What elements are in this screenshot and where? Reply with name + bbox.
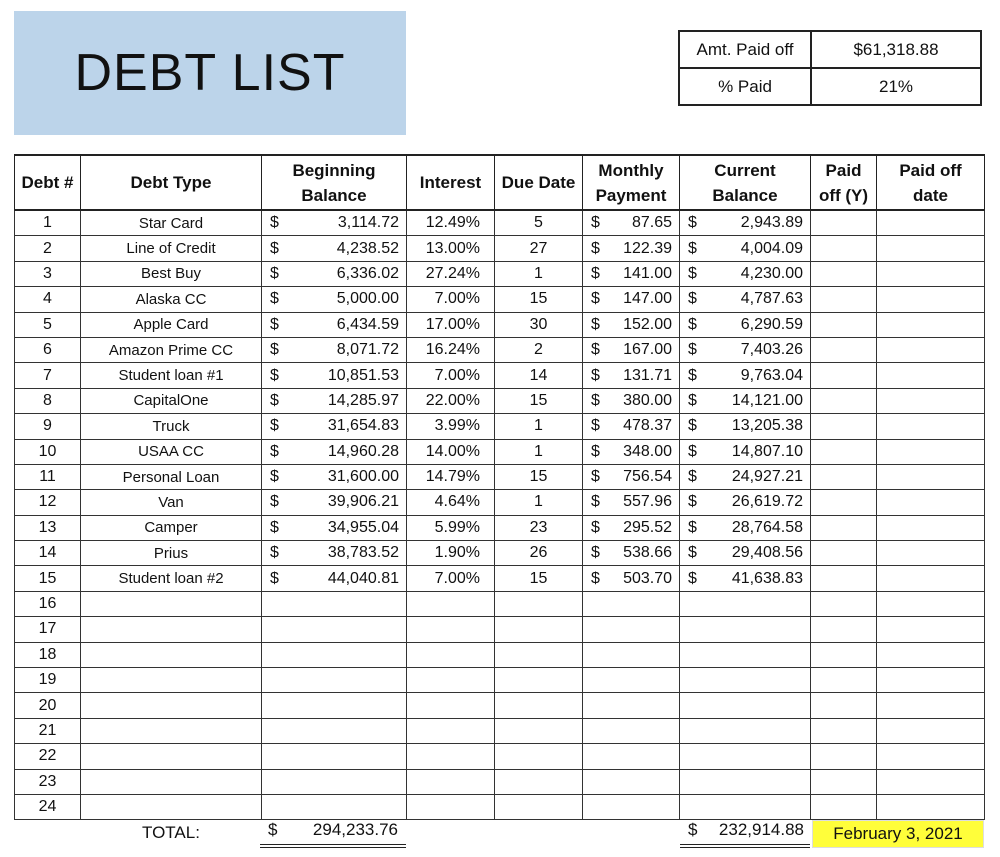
table-row — [15, 642, 985, 667]
interest-cell[interactable]: 14.79% — [407, 464, 495, 489]
current-balance-cell[interactable] — [680, 642, 811, 667]
table-row — [15, 261, 985, 286]
debt-type-cell[interactable] — [81, 668, 262, 693]
interest-cell[interactable]: 13.00% — [407, 236, 495, 261]
table-row — [15, 515, 985, 540]
current-balance-cell[interactable] — [680, 617, 811, 642]
paid-off-cell[interactable] — [811, 337, 877, 362]
debt-num-cell[interactable]: 3 — [15, 261, 81, 286]
current-balance-cell[interactable] — [680, 693, 811, 718]
paid-off-cell[interactable] — [811, 236, 877, 261]
monthly-payment-cell[interactable] — [583, 794, 680, 819]
debt-num-cell[interactable]: 8 — [15, 388, 81, 413]
table-row — [15, 388, 985, 413]
beginning-balance-cell[interactable]: $ 10,851.53 — [262, 363, 407, 388]
total-label: TOTAL: — [142, 823, 200, 842]
paid-off-cell[interactable] — [811, 693, 877, 718]
due-date-cell[interactable]: 26 — [495, 541, 583, 566]
paid-off-cell[interactable] — [811, 566, 877, 591]
monthly-payment-cell[interactable]: $ 141.00 — [583, 261, 680, 286]
beginning-balance-cell[interactable]: $ 14,960.28 — [262, 439, 407, 464]
header-due-date: Due Date — [495, 155, 583, 210]
debt-num-cell[interactable]: 2 — [15, 236, 81, 261]
paid-off-date-cell[interactable] — [877, 566, 985, 591]
beginning-balance-cell[interactable] — [262, 617, 407, 642]
beginning-balance-cell[interactable] — [262, 794, 407, 819]
header-beginning-balance: Beginning Balance — [262, 155, 407, 210]
beginning-balance-cell[interactable] — [262, 744, 407, 769]
monthly-payment-cell[interactable]: $ 538.66 — [583, 541, 680, 566]
paid-off-date-cell[interactable] — [877, 236, 985, 261]
due-date-cell[interactable]: 15 — [495, 464, 583, 489]
paid-off-cell[interactable] — [811, 388, 877, 413]
summary-table — [678, 30, 982, 106]
current-balance-cell[interactable]: $ 14,121.00 — [680, 388, 811, 413]
interest-cell[interactable]: 14.00% — [407, 439, 495, 464]
paid-off-date-cell[interactable] — [877, 490, 985, 515]
debt-type-cell[interactable]: Truck — [81, 414, 262, 439]
interest-cell[interactable] — [407, 718, 495, 743]
header-paid-off-date: Paid off date — [877, 155, 985, 210]
due-date-cell[interactable]: 1 — [495, 414, 583, 439]
debt-type-cell[interactable]: Line of Credit — [81, 236, 262, 261]
paid-off-date-cell[interactable] — [877, 668, 985, 693]
paid-off-date-cell[interactable] — [877, 744, 985, 769]
interest-cell[interactable] — [407, 642, 495, 667]
debt-type-cell[interactable] — [81, 744, 262, 769]
monthly-payment-cell[interactable] — [583, 769, 680, 794]
debt-table — [14, 154, 985, 820]
debt-type-cell[interactable]: Student loan #2 — [81, 566, 262, 591]
current-balance-cell[interactable]: $ 2,943.89 — [680, 210, 811, 236]
table-row — [15, 541, 985, 566]
amt-paid-value[interactable]: $61,318.88 — [811, 31, 981, 68]
interest-cell[interactable] — [407, 769, 495, 794]
debt-num-cell[interactable]: 9 — [15, 414, 81, 439]
page-title: DEBT LIST — [74, 44, 346, 102]
current-balance-cell[interactable] — [680, 744, 811, 769]
date-cell[interactable]: February 3, 2021 — [812, 820, 984, 848]
due-date-cell[interactable]: 30 — [495, 312, 583, 337]
paid-off-date-cell[interactable] — [877, 617, 985, 642]
due-date-cell[interactable] — [495, 668, 583, 693]
current-balance-cell[interactable] — [680, 769, 811, 794]
table-row — [15, 591, 985, 616]
interest-cell[interactable]: 12.49% — [407, 210, 495, 236]
header-debt-num: Debt # — [15, 155, 81, 210]
paid-off-cell[interactable] — [811, 287, 877, 312]
debt-type-cell[interactable]: Personal Loan — [81, 464, 262, 489]
current-balance-cell[interactable] — [680, 668, 811, 693]
debt-num-cell[interactable]: 22 — [15, 744, 81, 769]
monthly-payment-cell[interactable]: $ 167.00 — [583, 337, 680, 362]
monthly-payment-cell[interactable]: $ 131.71 — [583, 363, 680, 388]
beginning-balance-cell[interactable] — [262, 769, 407, 794]
monthly-payment-cell[interactable] — [583, 617, 680, 642]
monthly-payment-cell[interactable]: $ 122.39 — [583, 236, 680, 261]
debt-num-cell[interactable]: 16 — [15, 591, 81, 616]
table-row — [15, 236, 985, 261]
paid-off-cell[interactable] — [811, 414, 877, 439]
debt-num-cell[interactable]: 17 — [15, 617, 81, 642]
paid-off-date-cell[interactable] — [877, 693, 985, 718]
due-date-cell[interactable]: 2 — [495, 337, 583, 362]
current-balance-cell[interactable]: $ 41,638.83 — [680, 566, 811, 591]
due-date-cell[interactable] — [495, 769, 583, 794]
header-debt-type: Debt Type — [81, 155, 262, 210]
interest-cell[interactable]: 7.00% — [407, 363, 495, 388]
current-balance-cell[interactable]: $ 4,787.63 — [680, 287, 811, 312]
debt-num-cell[interactable]: 19 — [15, 668, 81, 693]
current-balance-cell[interactable]: $ 4,230.00 — [680, 261, 811, 286]
paid-off-date-cell[interactable] — [877, 642, 985, 667]
current-balance-cell[interactable]: $ 29,408.56 — [680, 541, 811, 566]
header-row — [15, 155, 985, 210]
debt-num-cell[interactable]: 15 — [15, 566, 81, 591]
debt-num-cell[interactable]: 7 — [15, 363, 81, 388]
debt-type-cell[interactable]: Star Card — [81, 210, 262, 236]
beginning-balance-cell[interactable]: $ 14,285.97 — [262, 388, 407, 413]
debt-num-cell[interactable]: 1 — [15, 210, 81, 236]
paid-off-date-cell[interactable] — [877, 312, 985, 337]
interest-cell[interactable]: 7.00% — [407, 566, 495, 591]
table-row — [15, 566, 985, 591]
paid-off-cell[interactable] — [811, 617, 877, 642]
interest-cell[interactable]: 4.64% — [407, 490, 495, 515]
beginning-balance-cell[interactable] — [262, 591, 407, 616]
header-current-balance: Current Balance — [680, 155, 811, 210]
debt-type-cell[interactable]: USAA CC — [81, 439, 262, 464]
beginning-balance-cell[interactable]: $ 31,654.83 — [262, 414, 407, 439]
due-date-cell[interactable] — [495, 718, 583, 743]
table-row — [15, 490, 985, 515]
paid-off-date-cell[interactable] — [877, 414, 985, 439]
paid-off-cell[interactable] — [811, 363, 877, 388]
table-row — [15, 693, 985, 718]
debt-type-cell[interactable] — [81, 769, 262, 794]
interest-cell[interactable]: 16.24% — [407, 337, 495, 362]
due-date-cell[interactable] — [495, 794, 583, 819]
monthly-payment-cell[interactable]: $ 756.54 — [583, 464, 680, 489]
debt-num-cell[interactable]: 23 — [15, 769, 81, 794]
due-date-cell[interactable]: 15 — [495, 388, 583, 413]
due-date-cell[interactable]: 15 — [495, 287, 583, 312]
debt-table-body — [15, 210, 985, 820]
debt-num-cell[interactable]: 21 — [15, 718, 81, 743]
monthly-payment-cell[interactable]: $ 87.65 — [583, 210, 680, 236]
current-balance-cell[interactable] — [680, 591, 811, 616]
header-monthly-payment: Monthly Payment — [583, 155, 680, 210]
debt-type-cell[interactable]: Alaska CC — [81, 287, 262, 312]
monthly-payment-cell[interactable]: $ 348.00 — [583, 439, 680, 464]
debt-num-cell[interactable]: 4 — [15, 287, 81, 312]
table-row — [15, 794, 985, 819]
paid-off-date-cell[interactable] — [877, 541, 985, 566]
due-date-cell[interactable]: 27 — [495, 236, 583, 261]
debt-num-cell[interactable]: 11 — [15, 464, 81, 489]
debt-type-cell[interactable]: Camper — [81, 515, 262, 540]
debt-num-cell[interactable]: 13 — [15, 515, 81, 540]
current-balance-cell[interactable]: $ 26,619.72 — [680, 490, 811, 515]
debt-num-cell[interactable]: 12 — [15, 490, 81, 515]
due-date-cell[interactable]: 1 — [495, 490, 583, 515]
total-current-balance[interactable]: $ 232,914.88 — [680, 820, 810, 848]
monthly-payment-cell[interactable] — [583, 642, 680, 667]
monthly-payment-cell[interactable]: $ 295.52 — [583, 515, 680, 540]
paid-off-cell[interactable] — [811, 718, 877, 743]
monthly-payment-cell[interactable]: $ 503.70 — [583, 566, 680, 591]
paid-off-cell[interactable] — [811, 464, 877, 489]
paid-off-date-cell[interactable] — [877, 769, 985, 794]
paid-off-cell[interactable] — [811, 541, 877, 566]
paid-off-cell[interactable] — [811, 515, 877, 540]
due-date-cell[interactable]: 5 — [495, 210, 583, 236]
paid-off-date-cell[interactable] — [877, 515, 985, 540]
paid-off-cell[interactable] — [811, 668, 877, 693]
beginning-balance-cell[interactable] — [262, 642, 407, 667]
debt-type-cell[interactable]: Student loan #1 — [81, 363, 262, 388]
paid-off-cell[interactable] — [811, 439, 877, 464]
interest-cell[interactable]: 5.99% — [407, 515, 495, 540]
paid-off-date-cell[interactable] — [877, 210, 985, 236]
interest-cell[interactable] — [407, 591, 495, 616]
due-date-cell[interactable]: 1 — [495, 261, 583, 286]
monthly-payment-cell[interactable]: $ 478.37 — [583, 414, 680, 439]
header-interest: Interest — [407, 155, 495, 210]
debt-type-cell[interactable] — [81, 617, 262, 642]
debt-type-cell[interactable]: Apple Card — [81, 312, 262, 337]
table-row — [15, 744, 985, 769]
paid-off-cell[interactable] — [811, 642, 877, 667]
due-date-cell[interactable] — [495, 744, 583, 769]
due-date-cell[interactable] — [495, 642, 583, 667]
paid-off-cell[interactable] — [811, 312, 877, 337]
monthly-payment-cell[interactable] — [583, 591, 680, 616]
current-balance-cell[interactable]: $ 6,290.59 — [680, 312, 811, 337]
paid-off-date-cell[interactable] — [877, 591, 985, 616]
beginning-balance-cell[interactable]: $ 5,000.00 — [262, 287, 407, 312]
current-balance-cell[interactable]: $ 24,927.21 — [680, 464, 811, 489]
paid-off-date-cell[interactable] — [877, 261, 985, 286]
paid-off-date-cell[interactable] — [877, 794, 985, 819]
debt-type-cell[interactable] — [81, 591, 262, 616]
current-balance-cell[interactable]: $ 4,004.09 — [680, 236, 811, 261]
paid-off-date-cell[interactable] — [877, 363, 985, 388]
monthly-payment-cell[interactable] — [583, 718, 680, 743]
interest-cell[interactable] — [407, 744, 495, 769]
beginning-balance-cell[interactable]: $ 4,238.52 — [262, 236, 407, 261]
paid-off-date-cell[interactable] — [877, 388, 985, 413]
paid-off-cell[interactable] — [811, 210, 877, 236]
due-date-cell[interactable] — [495, 617, 583, 642]
debt-num-cell[interactable]: 10 — [15, 439, 81, 464]
monthly-payment-cell[interactable]: $ 152.00 — [583, 312, 680, 337]
debt-type-cell[interactable] — [81, 642, 262, 667]
debt-num-cell[interactable]: 24 — [15, 794, 81, 819]
current-balance-cell[interactable]: $ 28,764.58 — [680, 515, 811, 540]
table-row — [15, 312, 985, 337]
interest-cell[interactable] — [407, 668, 495, 693]
paid-off-cell[interactable] — [811, 591, 877, 616]
table-row — [15, 363, 985, 388]
current-balance-cell[interactable]: $ 7,403.26 — [680, 337, 811, 362]
interest-cell[interactable]: 27.24% — [407, 261, 495, 286]
current-balance-cell[interactable]: $ 9,763.04 — [680, 363, 811, 388]
debt-type-cell[interactable] — [81, 693, 262, 718]
table-row — [15, 668, 985, 693]
beginning-balance-cell[interactable] — [262, 718, 407, 743]
due-date-cell[interactable]: 15 — [495, 566, 583, 591]
table-row — [15, 617, 985, 642]
table-row — [15, 337, 985, 362]
interest-cell[interactable] — [407, 617, 495, 642]
debt-type-cell[interactable]: CapitalOne — [81, 388, 262, 413]
pct-paid-value[interactable]: 21% — [811, 68, 981, 105]
interest-cell[interactable]: 1.90% — [407, 541, 495, 566]
current-balance-cell[interactable] — [680, 794, 811, 819]
beginning-balance-cell[interactable]: $ 31,600.00 — [262, 464, 407, 489]
beginning-balance-cell[interactable]: $ 39,906.21 — [262, 490, 407, 515]
beginning-balance-cell[interactable]: $ 6,336.02 — [262, 261, 407, 286]
due-date-cell[interactable] — [495, 693, 583, 718]
interest-cell[interactable]: 3.99% — [407, 414, 495, 439]
beginning-balance-cell[interactable] — [262, 693, 407, 718]
monthly-payment-cell[interactable]: $ 147.00 — [583, 287, 680, 312]
due-date-cell[interactable]: 1 — [495, 439, 583, 464]
header-paid-off: Paid off (Y) — [811, 155, 877, 210]
interest-cell[interactable]: 22.00% — [407, 388, 495, 413]
due-date-cell[interactable]: 14 — [495, 363, 583, 388]
interest-cell[interactable] — [407, 693, 495, 718]
interest-cell[interactable]: 17.00% — [407, 312, 495, 337]
pct-paid-label: % Paid — [679, 68, 811, 105]
monthly-payment-cell[interactable]: $ 380.00 — [583, 388, 680, 413]
paid-off-cell[interactable] — [811, 744, 877, 769]
debt-type-cell[interactable]: Best Buy — [81, 261, 262, 286]
beginning-balance-cell[interactable]: $ 3,114.72 — [262, 210, 407, 236]
table-row — [15, 464, 985, 489]
debt-type-cell[interactable]: Van — [81, 490, 262, 515]
table-row — [15, 718, 985, 743]
interest-cell[interactable] — [407, 794, 495, 819]
due-date-cell[interactable]: 23 — [495, 515, 583, 540]
table-row — [15, 769, 985, 794]
table-row — [15, 287, 985, 312]
debt-num-cell[interactable]: 5 — [15, 312, 81, 337]
paid-off-cell[interactable] — [811, 794, 877, 819]
table-row — [15, 414, 985, 439]
beginning-balance-cell[interactable]: $ 8,071.72 — [262, 337, 407, 362]
beginning-balance-cell[interactable]: $ 6,434.59 — [262, 312, 407, 337]
debt-type-cell[interactable]: Prius — [81, 541, 262, 566]
debt-num-cell[interactable]: 6 — [15, 337, 81, 362]
debt-type-cell[interactable] — [81, 718, 262, 743]
debt-type-cell[interactable] — [81, 794, 262, 819]
paid-off-date-cell[interactable] — [877, 718, 985, 743]
debt-num-cell[interactable]: 18 — [15, 642, 81, 667]
paid-off-cell[interactable] — [811, 490, 877, 515]
paid-off-date-cell[interactable] — [877, 287, 985, 312]
table-row — [15, 439, 985, 464]
current-balance-cell[interactable]: $ 13,205.38 — [680, 414, 811, 439]
current-balance-cell[interactable] — [680, 718, 811, 743]
beginning-balance-cell[interactable]: $ 38,783.52 — [262, 541, 407, 566]
table-row — [15, 210, 985, 236]
due-date-cell[interactable] — [495, 591, 583, 616]
debt-type-cell[interactable]: Amazon Prime CC — [81, 337, 262, 362]
amt-paid-label: Amt. Paid off — [679, 31, 811, 68]
monthly-payment-cell[interactable]: $ 557.96 — [583, 490, 680, 515]
monthly-payment-cell[interactable] — [583, 693, 680, 718]
monthly-payment-cell[interactable] — [583, 744, 680, 769]
beginning-balance-cell[interactable]: $ 44,040.81 — [262, 566, 407, 591]
paid-off-date-cell[interactable] — [877, 464, 985, 489]
debt-num-cell[interactable]: 14 — [15, 541, 81, 566]
paid-off-cell[interactable] — [811, 769, 877, 794]
paid-off-date-cell[interactable] — [877, 337, 985, 362]
current-balance-cell[interactable]: $ 14,807.10 — [680, 439, 811, 464]
paid-off-cell[interactable] — [811, 261, 877, 286]
total-beginning-balance[interactable]: $ 294,233.76 — [260, 820, 406, 848]
debt-num-cell[interactable]: 20 — [15, 693, 81, 718]
interest-cell[interactable]: 7.00% — [407, 287, 495, 312]
title-banner — [14, 11, 406, 135]
paid-off-date-cell[interactable] — [877, 439, 985, 464]
monthly-payment-cell[interactable] — [583, 668, 680, 693]
beginning-balance-cell[interactable] — [262, 668, 407, 693]
beginning-balance-cell[interactable]: $ 34,955.04 — [262, 515, 407, 540]
